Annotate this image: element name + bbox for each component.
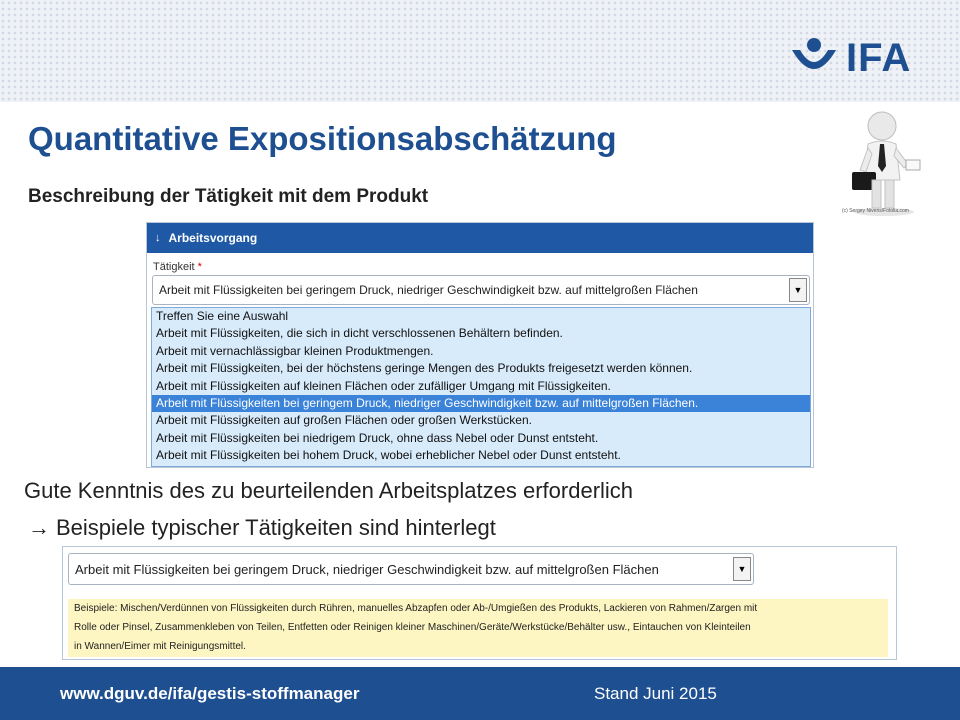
info-line: Rolle oder Pinsel, Zusammenkleben von Teilen, Entfetten oder Reinigen kleiner Maschinen/Geräte/Werkstücke/Behälter usw., Eintauchen von Kleinteilen <box>74 622 751 633</box>
dropdown-option[interactable]: Arbeit mit Flüssigkeiten, bei der höchstens geringe Mengen des Produkts freigesetzt werden können. <box>156 361 693 376</box>
ifa-logo <box>790 36 911 80</box>
dropdown-arrow-icon[interactable]: ▼ <box>733 557 751 581</box>
bullet-text-1: Gute Kenntnis des zu beurteilenden Arbeitsplatzes erforderlich <box>24 478 634 503</box>
page-title: Quantitative Expositionsabschätzung <box>28 120 617 157</box>
dropdown-option[interactable]: Arbeit mit Flüssigkeiten bei geringem Druck, niedriger Geschwindigkeit bzw. auf mittelgroßen Flächen. <box>152 395 810 412</box>
bullet-text-2 <box>28 515 496 541</box>
dropdown-option[interactable]: Treffen Sie eine Auswahl <box>156 309 289 323</box>
dropdown-arrow-icon[interactable]: ▼ <box>789 278 807 302</box>
dropdown-option[interactable]: Arbeit mit Flüssigkeiten, die sich in dicht verschlossenen Behältern befinden. <box>156 326 563 341</box>
field-label <box>153 261 813 275</box>
info-line: in Wannen/Eimer mit Reinigungsmittel. <box>74 641 246 652</box>
image-credit: (c) Sergey Nivens/Fotolia.com <box>842 208 909 214</box>
bullet-text-2-label: Beispiele typischer Tätigkeiten sind hinterlegt <box>56 515 496 540</box>
dropdown-option[interactable]: Arbeit mit Flüssigkeiten auf großen Flächen oder großen Werkstücken. <box>156 413 532 428</box>
section-header[interactable] <box>147 223 813 253</box>
right-arrow-icon: → <box>28 515 50 540</box>
businessman-figure-icon <box>842 108 926 218</box>
dropdown-option[interactable]: Arbeit mit vernachlässigbar kleinen Produktmengen. <box>156 343 434 358</box>
footer-url-link[interactable]: www.dguv.de/ifa/gestis-stoffmanager <box>60 684 360 703</box>
example-panel <box>62 546 897 660</box>
activity-select[interactable] <box>152 275 810 305</box>
footer-bar <box>0 667 960 720</box>
dropdown-option[interactable]: Arbeit mit Flüssigkeiten auf kleinen Flächen oder zufälliger Umgang mit Flüssigkeiten. <box>156 378 611 393</box>
example-activity-select[interactable] <box>68 553 754 585</box>
footer-date: Stand Juni 2015 <box>594 684 717 703</box>
arrow-down-icon: ↓ <box>155 232 161 244</box>
example-select-value: Arbeit mit Flüssigkeiten bei geringem Druck, niedriger Geschwindigkeit bzw. auf mittelgroßen Flächen <box>75 561 659 577</box>
examples-info-box <box>68 599 888 657</box>
dropdown-option[interactable]: Arbeit mit Flüssigkeiten bei niedrigem Druck, ohne dass Nebel oder Dunst entsteht. <box>156 430 599 445</box>
logo-text: IFA <box>846 35 912 80</box>
activity-select-value: Arbeit mit Flüssigkeiten bei geringem Druck, niedriger Geschwindigkeit bzw. auf mittelgroßen Flächen <box>159 283 698 297</box>
page-subtitle: Beschreibung der Tätigkeit mit dem Produkt <box>28 186 429 207</box>
field-label-text: Tätigkeit <box>153 261 195 273</box>
info-line: Beispiele: Mischen/Verdünnen von Flüssigkeiten durch Rühren, manuelles Abzapfen oder Ab-/Umgießen des Produkts, Lackieren von Rahmen/Zargen mit <box>74 603 758 614</box>
activity-dropdown-list <box>151 307 811 467</box>
dguv-emblem-icon <box>790 36 838 80</box>
section-header-label: Arbeitsvorgang <box>168 231 258 245</box>
dropdown-option[interactable]: Arbeit mit Flüssigkeiten bei hohem Druck, wobei erheblicher Nebel oder Dunst entsteht. <box>156 448 621 463</box>
activity-form-panel <box>146 222 814 468</box>
required-marker: * <box>197 261 202 273</box>
